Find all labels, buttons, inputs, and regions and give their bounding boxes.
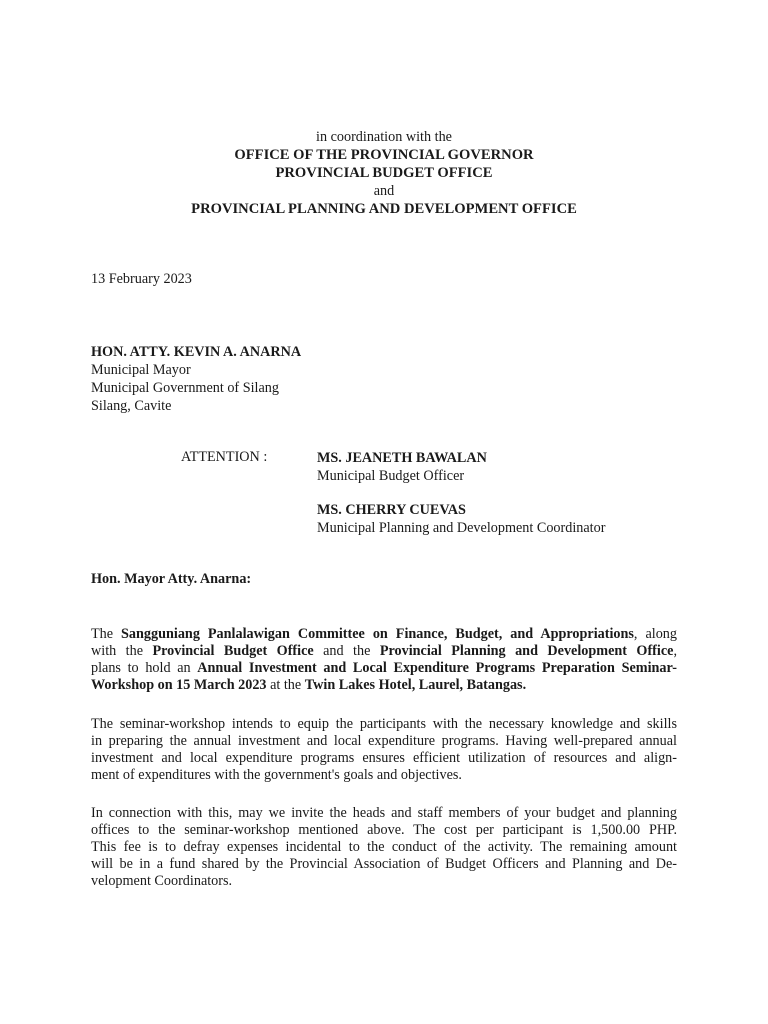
paragraph-line: investment and local expenditure programs ensures efficient utilization of resources and align-	[91, 750, 677, 766]
paragraph-line: will be in a fund shared by the Provincial Association of Budget Officers and Planning and De-	[91, 856, 677, 872]
text-run: ,	[673, 643, 677, 659]
paragraph-line: offices to the seminar-workshop mentioned above. The cost per participant is 1,500.00 PHP.	[91, 822, 677, 838]
text-run: , along	[633, 626, 677, 642]
header-coordination-line: in coordination with the	[316, 129, 452, 145]
body-paragraph-2	[91, 716, 677, 784]
attention-person-2-name: MS. CHERRY CUEVAS	[317, 502, 466, 518]
paragraph-line	[91, 677, 677, 694]
attention-person-2-title: Municipal Planning and Development Coordinator	[317, 520, 606, 536]
addressee-office: Municipal Government of Silang	[91, 380, 279, 396]
addressee-title: Municipal Mayor	[91, 362, 191, 378]
body-paragraph-1	[91, 626, 677, 694]
header-and: and	[373, 183, 395, 199]
attention-person-1-name: MS. JEANETH BAWALAN	[317, 450, 487, 466]
paragraph-line: ment of expenditures with the government's goals and objectives.	[91, 767, 462, 783]
text-run: at the	[266, 677, 305, 693]
addressee-block	[91, 343, 301, 415]
letter-header	[0, 128, 768, 218]
addressee-name: HON. ATTY. KEVIN A. ANARNA	[91, 344, 302, 360]
header-office-governor: OFFICE OF THE PROVINCIAL GOVERNOR	[234, 147, 534, 163]
attention-person-2	[317, 501, 605, 537]
addressee-location: Silang, Cavite	[91, 398, 172, 414]
text-run: The	[91, 626, 122, 642]
seminar-title: Annual Investment and Local Expenditure Programs Preparation Seminar-	[197, 660, 677, 676]
committee-name: Sangguniang Panlalawigan Committee on Finance, Budget, and Appropriations	[121, 626, 634, 642]
letter-date: 13 February 2023	[91, 271, 192, 287]
text-run: plans to hold an	[91, 660, 198, 676]
header-planning-office: PROVINCIAL PLANNING AND DEVELOPMENT OFFICE	[191, 201, 577, 217]
workshop-date: Workshop on 15 March 2023	[91, 677, 267, 693]
planning-office-name: Provincial Planning and Development Office	[379, 643, 674, 659]
paragraph-line	[91, 643, 677, 660]
paragraph-line: velopment Coordinators.	[91, 873, 233, 889]
body-paragraph-3	[91, 805, 677, 890]
paragraph-line	[91, 626, 677, 643]
salutation: Hon. Mayor Atty. Anarna:	[91, 571, 252, 587]
paragraph-line: In connection with this, may we invite the heads and staff members of your budget and planning	[91, 805, 677, 821]
paragraph-line: This fee is to defray expenses incidental to the conduct of the activity. The remaining amount	[91, 839, 677, 855]
budget-office-name: Provincial Budget Office	[152, 643, 314, 659]
attention-label: ATTENTION :	[181, 449, 268, 465]
paragraph-line	[91, 660, 677, 677]
paragraph-line: The seminar-workshop intends to equip the participants with the necessary knowledge and skills	[91, 716, 677, 732]
text-run: with the	[91, 643, 153, 659]
header-budget-office: PROVINCIAL BUDGET OFFICE	[275, 165, 493, 181]
paragraph-line: in preparing the annual investment and local expenditure programs. Having well-prepared annual	[91, 733, 677, 749]
attention-person-1-title: Municipal Budget Officer	[317, 468, 465, 484]
venue: Twin Lakes Hotel, Laurel, Batangas.	[304, 677, 527, 693]
attention-person-1	[317, 449, 487, 485]
text-run: and the	[313, 643, 380, 659]
